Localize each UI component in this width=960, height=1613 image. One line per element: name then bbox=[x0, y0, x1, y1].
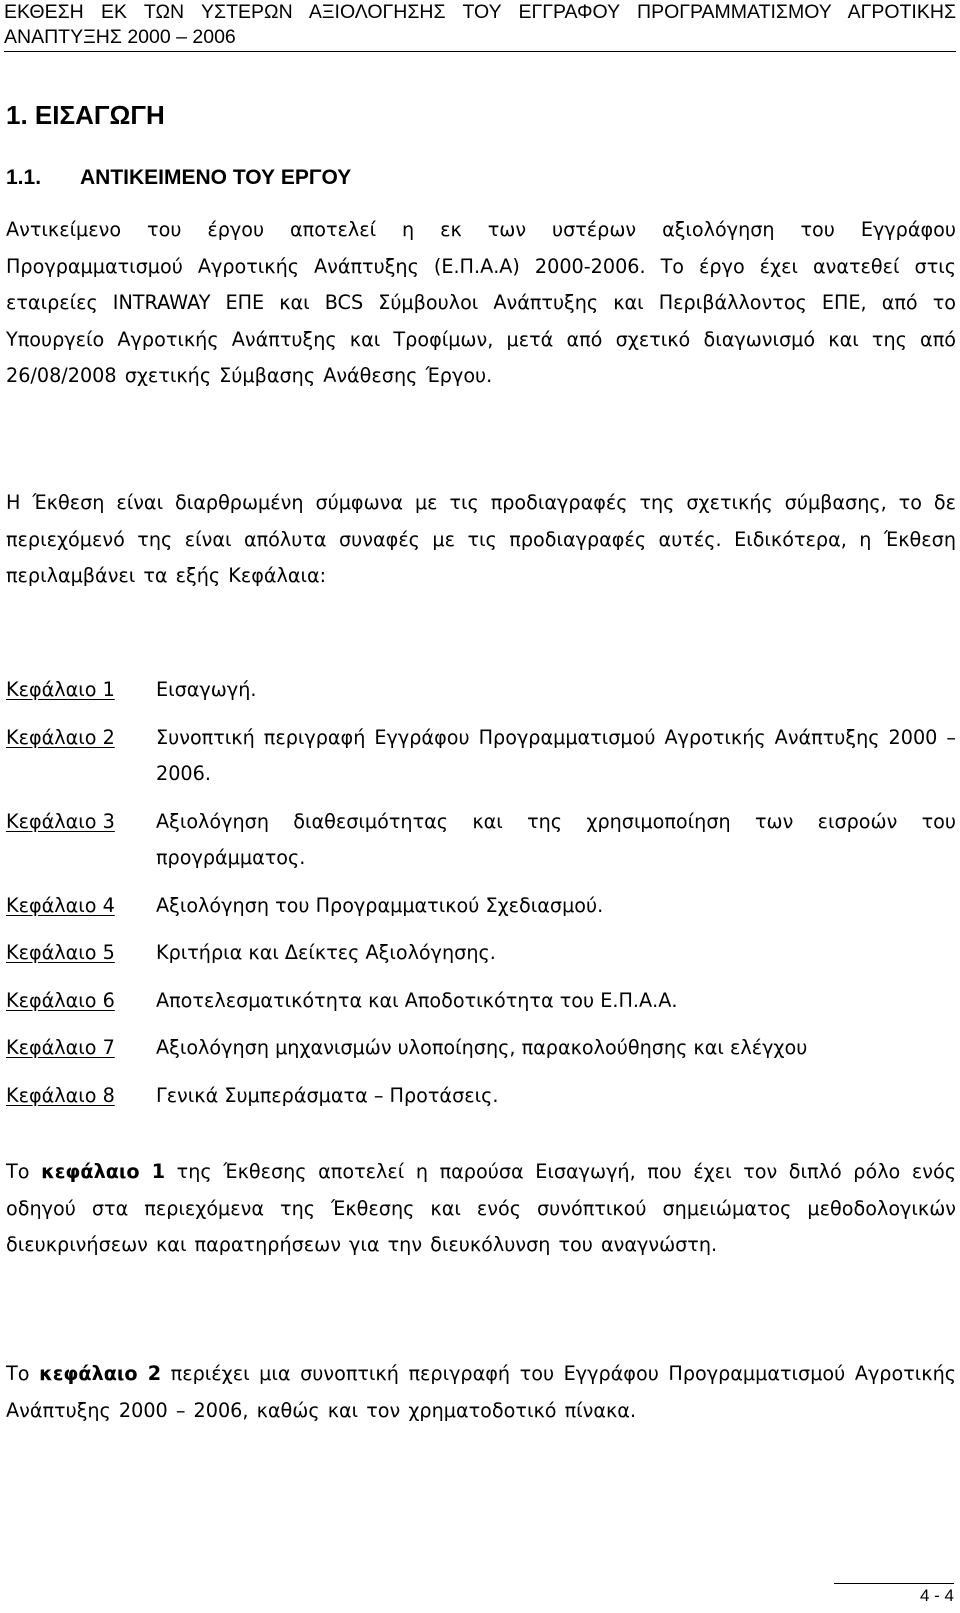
running-header bbox=[4, 0, 956, 52]
subsection-number: 1.1. bbox=[6, 166, 42, 189]
chapter-label: Κεφάλαιο 5 bbox=[6, 941, 115, 964]
chapter-item bbox=[6, 983, 956, 1020]
section-title: ΕΙΣΑΓΩΓΗ bbox=[34, 100, 165, 130]
header-line-2: ΑΝΑΠΤΥΞΗΣ 2000 – 2006 bbox=[4, 26, 236, 48]
section-heading bbox=[6, 100, 165, 131]
paragraph-chapter-1 bbox=[6, 1154, 956, 1264]
chapter-label: Κεφάλαιο 4 bbox=[6, 893, 115, 917]
chapter-description: Εισαγωγή. bbox=[156, 678, 257, 701]
paragraph-text: Το bbox=[6, 1160, 42, 1183]
header-line-1: ΕΚΘΕΣΗ ΕΚ ΤΩΝ ΥΣΤΕΡΩΝ ΑΞΙΟΛΟΓΗΣΗΣ ΤΟΥ ΕΓΓΡΑΦΟΥ ΠΡΟΓΡΑΜΜΑΤΙΣΜΟΥ ΑΓΡΟΤΙΚΗΣ bbox=[4, 1, 956, 23]
paragraph-report-structure: Η Έκθεση είναι διαρθρωμένη σύμφωνα με τις προδιαγραφές της σχετικής σύμβασης, το δε περιεχόμενό της είναι απόλυτα συναφές με τις προδιαγραφές αυτές. Ειδικότερα, η Έκθεση περιλαμβάνει τα εξής Κεφάλαια: bbox=[6, 491, 956, 587]
chapter-description: Γενικά Συμπεράσματα – Προτάσεις. bbox=[156, 1083, 499, 1107]
subsection-heading bbox=[6, 166, 351, 190]
chapter-item bbox=[6, 720, 956, 793]
paragraph-text: της Έκθεσης αποτελεί η παρούσα Εισαγωγή, που έχει τον διπλό ρόλο ενός οδηγού στα περιεχόμενα της Έκθεσης και ενός συνόπτικού σημειώματος μεθοδολογικών διευκρινήσεων και παρατηρήσεων για την διευκόλυνση του αναγνώστη. bbox=[6, 1160, 956, 1256]
chapter-label: Κεφάλαιο 3 bbox=[6, 809, 115, 833]
paragraph-text: περιέχει μια συνοπτική περιγραφή του Εγγράφου Προγραμματισμού Αγροτικής Ανάπτυξης 2000 – 2006, καθώς και τον χρηματοδοτικό πίνακα. bbox=[6, 1362, 957, 1422]
chapter-description: Συνοπτική περιγραφή Εγγράφου Προγραμματισμού Αγροτικής Ανάπτυξης 2000 – 2006. bbox=[156, 725, 956, 785]
chapter-list bbox=[6, 672, 956, 1114]
chapter-description: Αξιολόγηση διαθεσιμότητας και της χρησιμοποίηση των εισροών του προγράμματος. bbox=[156, 809, 956, 869]
chapter-item bbox=[6, 1078, 956, 1115]
chapter-label: Κεφάλαιο 2 bbox=[6, 725, 115, 749]
chapter-item bbox=[6, 935, 956, 972]
chapter-description: Αξιολόγηση μηχανισμών υλοποίησης, παρακολούθησης και ελέγχου bbox=[156, 1036, 808, 1059]
chapter-item bbox=[6, 804, 956, 877]
subsection-title: ΑΝΤΙΚΕΙΜΕΝΟ ΤΟΥ ΕΡΓΟΥ bbox=[80, 166, 352, 189]
paragraph-text: Το bbox=[6, 1362, 40, 1385]
paragraph-project-subject: Αντικείμενο του έργου αποτελεί η εκ των υστέρων αξιολόγηση του Εγγράφου Προγραμματισμού Αγροτικής Ανάπτυξης (Ε.Π.Α.Α) 2000-2006. Το έργο έχει ανατεθεί στις εταιρείες INTRAWAY ΕΠΕ και BCS Σύμβουλοι Ανάπτυξης και Περιβάλλοντος ΕΠΕ, από το Υπουργείο Αγροτικής Ανάπτυξης και Τροφίμων, μετά από σχετικό διαγωνισμό και της από 26/08/2008 σχετικής Σύμβασης Ανάθεσης Έργου. bbox=[6, 218, 956, 387]
chapter-description: Αξιολόγηση του Προγραμματικού Σχεδιασμού. bbox=[156, 893, 604, 917]
chapter-item bbox=[6, 1030, 956, 1067]
chapter-label: Κεφάλαιο 8 bbox=[6, 1083, 115, 1107]
chapter-item bbox=[6, 672, 956, 709]
chapter-label: Κεφάλαιο 7 bbox=[6, 1036, 115, 1059]
chapter-description: Κριτήρια και Δείκτες Αξιολόγησης. bbox=[156, 941, 496, 964]
chapter-description: Αποτελεσματικότητα και Αποδοτικότητα του Ε.Π.Α.Α. bbox=[156, 988, 678, 1012]
paragraph-chapter-2 bbox=[6, 1356, 956, 1429]
paragraph-bold-text: κεφάλαιο 1 bbox=[41, 1160, 166, 1183]
chapter-label: Κεφάλαιο 6 bbox=[6, 988, 115, 1012]
chapter-label: Κεφάλαιο 1 bbox=[6, 678, 115, 701]
paragraph-bold-text: κεφάλαιο 2 bbox=[39, 1362, 162, 1385]
page-number: 4 - 4 bbox=[834, 1583, 954, 1606]
chapter-item bbox=[6, 888, 956, 925]
section-number: 1. bbox=[6, 100, 28, 130]
